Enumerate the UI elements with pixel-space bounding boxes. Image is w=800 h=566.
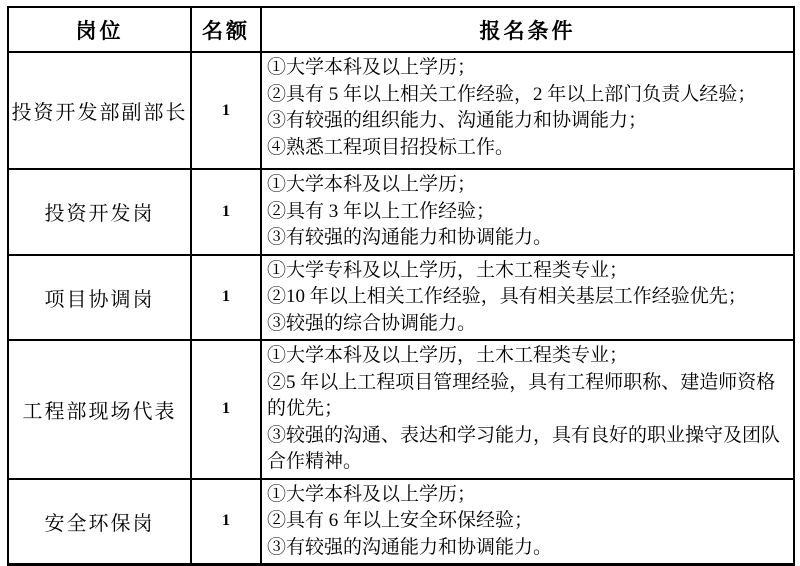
conditions-cell [261, 340, 794, 479]
position-cell: 项目协调岗 [8, 255, 191, 341]
table-row [8, 169, 794, 255]
condition-line: ①大学本科及以上学历； [267, 57, 477, 78]
conditions-cell [261, 169, 794, 255]
header-quota: 名额 [191, 7, 261, 52]
condition-line: ①大学专科及以上学历，土木工程类专业； [267, 259, 629, 281]
quota-cell: 1 [191, 169, 261, 255]
table-row [8, 340, 794, 479]
position-cell: 投资开发部副部长 [8, 52, 191, 169]
header-conditions: 报名条件 [261, 7, 794, 52]
quota-cell: 1 [191, 52, 261, 169]
condition-line: ②具有 3 年以上工作经验； [267, 200, 496, 222]
position-cell: 工程部现场代表 [8, 340, 191, 479]
condition-line: ③较强的沟通、表达和学习能力，具有良好的职业操守及团队合作精神。 [267, 424, 781, 472]
table-row [8, 255, 794, 341]
position-cell: 安全环保岗 [8, 479, 191, 565]
quota-cell: 1 [191, 479, 261, 565]
conditions-cell [261, 479, 794, 565]
condition-line: ②具有 5 年以上相关工作经验，2 年以上部门负责人经验； [267, 83, 757, 105]
position-cell: 投资开发岗 [8, 169, 191, 255]
header-position: 岗位 [8, 7, 191, 52]
condition-line: ④熟悉工程项目招投标工作。 [267, 136, 515, 158]
conditions-cell [261, 52, 794, 169]
condition-line: ①大学本科及以上学历； [267, 483, 477, 505]
header-row [8, 7, 794, 52]
condition-line: ③有较强的沟通能力和协调能力。 [267, 536, 553, 558]
table-row [8, 52, 794, 169]
table-row [8, 479, 794, 565]
condition-line: ②具有 6 年以上安全环保经验； [267, 510, 534, 531]
condition-line: ③有较强的沟通能力和协调能力。 [267, 227, 553, 248]
condition-line: ③较强的综合协调能力。 [267, 312, 477, 334]
condition-line: ①大学本科及以上学历，土木工程类专业； [267, 345, 629, 366]
condition-line: ①大学本科及以上学历； [267, 174, 477, 195]
quota-cell: 1 [191, 255, 261, 341]
condition-line: ②5 年以上工程项目管理经验，具有工程师职称、建造师资格的优先； [267, 371, 776, 419]
condition-line: ②10 年以上相关工作经验，具有相关基层工作经验优先； [267, 286, 747, 307]
conditions-cell [261, 255, 794, 341]
condition-line: ③有较强的组织能力、沟通能力和协调能力； [267, 110, 648, 131]
recruitment-table [7, 6, 795, 566]
quota-cell: 1 [191, 340, 261, 479]
